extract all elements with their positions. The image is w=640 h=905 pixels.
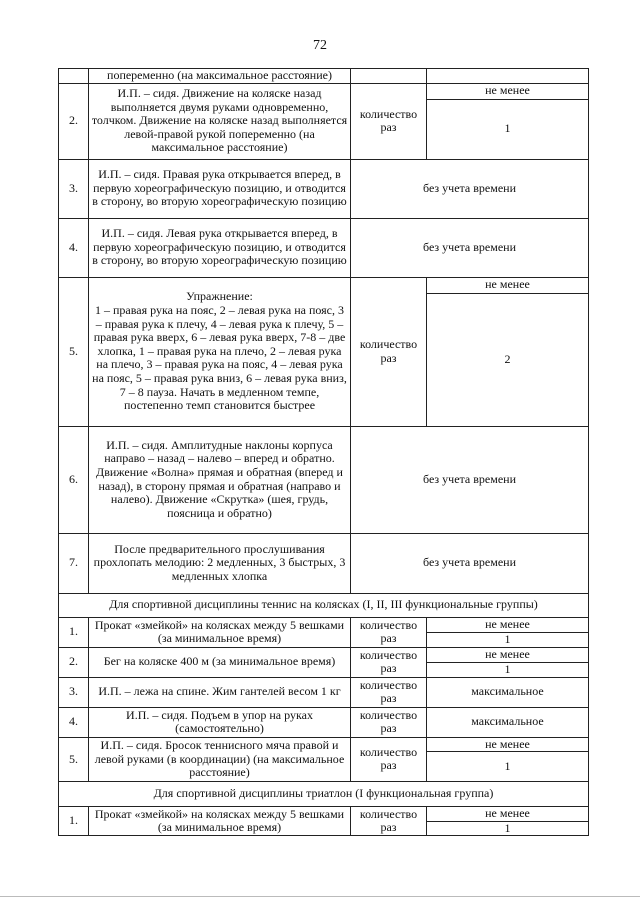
- table-row: [59, 707, 589, 737]
- table-row: [59, 807, 589, 822]
- exercise-text: 1 – правая рука на пояс, 2 – левая рука на пояс, 3 – правая рука к плечу, 4 – левая рука к плечу, 5 – правая рука вверх, 6 – левая рука вверх, 7-8 – две хлопка, 1 – правая рука на плечо, 2 – левая рука на плечо, 3 – правая рука на пояс, 4 – левая рука на пояс, 5 – правая рука вниз, 6 – левая рука вниз, 7 – 8 пауза. Начать в медленном темпе, постепенно темп становится быстрее: [92, 303, 347, 413]
- row-number: 2.: [59, 83, 89, 159]
- table-row: [59, 69, 589, 84]
- table-row: [59, 277, 589, 293]
- min-header: не менее: [427, 737, 589, 752]
- value-cell: [427, 69, 589, 84]
- exercise-text: И.П. – сидя. Подъем в упор на руках (самостоятельно): [89, 707, 351, 737]
- row-number: 1.: [59, 807, 89, 836]
- value-cell: без учета времени: [351, 426, 589, 533]
- standards-table: [58, 68, 589, 836]
- value-cell: 1: [427, 821, 589, 836]
- unit-cell: количество раз: [351, 737, 427, 782]
- table-row: [59, 218, 589, 277]
- exercise-text: И.П. – сидя. Бросок теннисного мяча правой и левой руками (в координации) (на максимальное расстояние): [89, 737, 351, 782]
- section-header-row: [59, 593, 589, 617]
- value-cell: 1: [427, 662, 589, 677]
- table-row: [59, 159, 589, 218]
- exercise-cell: [89, 277, 351, 426]
- exercise-text: И.П. – сидя. Левая рука открывается вперед, в первую хореографическую позицию, и отводится в сторону, во вторую хореографическую позицию: [89, 218, 351, 277]
- unit-cell: количество раз: [351, 677, 427, 707]
- row-number: 4.: [59, 707, 89, 737]
- table-row: [59, 533, 589, 593]
- row-number: [59, 69, 89, 84]
- min-header: не менее: [427, 807, 589, 822]
- unit-cell: количество раз: [351, 707, 427, 737]
- row-number: 3.: [59, 677, 89, 707]
- min-header: не менее: [427, 617, 589, 632]
- table-row: [59, 737, 589, 752]
- value-cell: 1: [427, 99, 589, 159]
- row-number: 6.: [59, 426, 89, 533]
- exercise-text: попеременно (на максимальное расстояние): [89, 69, 351, 84]
- unit-cell: количество раз: [351, 647, 427, 677]
- exercise-text: Прокат «змейкой» на колясках между 5 вешками (за минимальное время): [89, 617, 351, 647]
- section-title: Для спортивной дисциплины теннис на колясках (I, II, III функциональные группы): [59, 593, 589, 617]
- value-cell: максимальное: [427, 707, 589, 737]
- value-cell: 2: [427, 293, 589, 426]
- exercise-text: И.П. – сидя. Правая рука открывается вперед, в первую хореографическую позицию, и отводится в сторону, во вторую хореографическую позицию: [89, 159, 351, 218]
- value-cell: без учета времени: [351, 159, 589, 218]
- exercise-text: И.П. – лежа на спине. Жим гантелей весом 1 кг: [89, 677, 351, 707]
- unit-cell: количество раз: [351, 807, 427, 836]
- table-row: [59, 426, 589, 533]
- unit-cell: количество раз: [351, 83, 427, 159]
- scan-border: [0, 896, 640, 897]
- value-cell: 1: [427, 632, 589, 647]
- row-number: 2.: [59, 647, 89, 677]
- exercise-text: После предварительного прослушивания прохлопать мелодию: 2 медленных, 3 быстрых, 3 медленных хлопка: [89, 533, 351, 593]
- exercise-text: Бег на коляске 400 м (за минимальное время): [89, 647, 351, 677]
- exercise-text: Прокат «змейкой» на колясках между 5 вешками (за минимальное время): [89, 807, 351, 836]
- row-number: 1.: [59, 617, 89, 647]
- table-row: [59, 617, 589, 632]
- section-title: Для спортивной дисциплины триатлон (I функциональная группа): [59, 782, 589, 807]
- unit-cell: количество раз: [351, 617, 427, 647]
- row-number: 5.: [59, 737, 89, 782]
- page-number: 72: [313, 38, 327, 53]
- row-number: 3.: [59, 159, 89, 218]
- exercise-text: И.П. – сидя. Амплитудные наклоны корпуса направо – назад – налево – вперед и обратно. Движение «Волна» прямая и обратная (вперед и назад), в сторону прямая и обратная (направо и налево). Движение «Скрутка» (шея, грудь, поясница и обратно): [89, 426, 351, 533]
- section-header-row: [59, 782, 589, 807]
- row-number: 7.: [59, 533, 89, 593]
- exercise-title: Упражнение:: [186, 289, 253, 304]
- unit-cell: [351, 69, 427, 84]
- value-cell: без учета времени: [351, 533, 589, 593]
- table-row: [59, 647, 589, 662]
- table-row: [59, 83, 589, 99]
- value-cell: 1: [427, 752, 589, 782]
- value-cell: без учета времени: [351, 218, 589, 277]
- min-header: не менее: [427, 647, 589, 662]
- unit-cell: количество раз: [351, 277, 427, 426]
- table-row: [59, 677, 589, 707]
- min-header: не менее: [427, 83, 589, 99]
- value-cell: максимальное: [427, 677, 589, 707]
- exercise-text: И.П. – сидя. Движение на коляске назад выполняется двумя руками одновременно, толчком. Движение на коляске назад выполняется левой-правой рукой попеременно (на максимальное расстояние): [89, 83, 351, 159]
- min-header: не менее: [427, 277, 589, 293]
- row-number: 4.: [59, 218, 89, 277]
- row-number: 5.: [59, 277, 89, 426]
